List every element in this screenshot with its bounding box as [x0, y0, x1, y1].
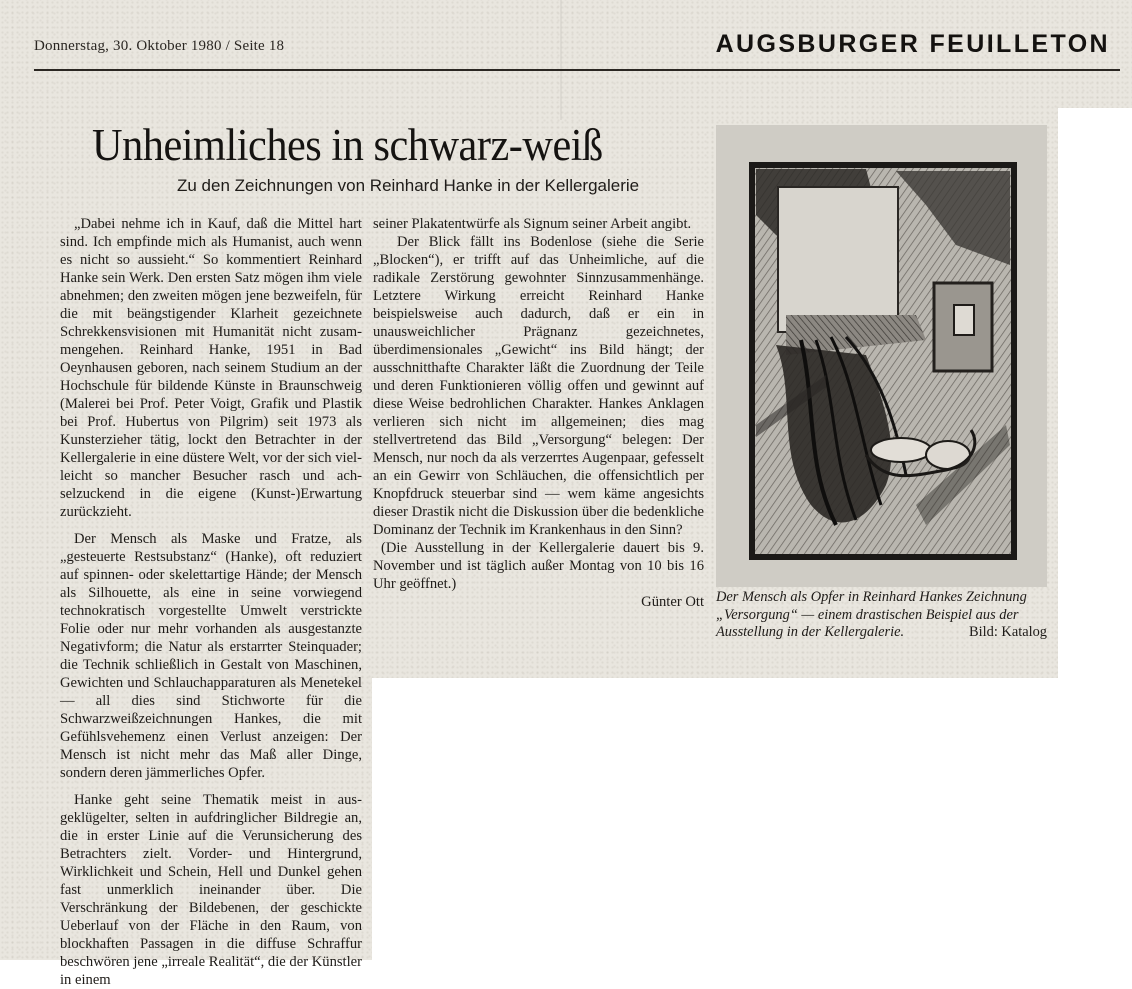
artwork-image [716, 125, 1047, 587]
article-paragraph: „Dabei nehme ich in Kauf, daß die Mittel hart sind. Ich empfinde mich als Humanist, auch wenn es nicht so aussieht.“ So kommentiert Reinhard Hanke sein Werk. Den ersten Satz mögen ihm viele abnehmen; den zweiten mögen jene bezweifeln, für die mit beängstigender Klarheit gezeichnete Schrekkensvisionen mit Humanität nicht zusammengehen. Reinhard Hanke, 1951 in Bad Oeynhausen geboren, nach seinem Studium an der Hochschule für bildende Künste in Braunschweig (Malerei bei Prof. Peter Voigt, Grafik und Plastik bei Prof. Hubertus von Pilgrim) seit 1973 als Kunsterzieher tätig, lockt den Betrachter in der Kellergalerie in eine düstere Welt, vor der sich vielleicht so mancher Besucher rasch und achselzuckend in die eigene (Kunst-)Erwartung zurückzieht. [60, 216, 362, 520]
header-date-line: Donnerstag, 30. Oktober 1980 / Seite 18 [34, 38, 285, 54]
exhibition-note: (Die Ausstellung in der Kellergalerie dauert bis 9. November und ist täglich außer Montag von 10 bis 16 Uhr geöffnet.) [373, 540, 704, 592]
article-column-1 [60, 215, 362, 989]
article-paragraph: Der Mensch als Maske und Fratze, als „gesteuerte Restsubstanz“ (Hanke), oft reduziert auf spinnen- oder skelettartige Hände; der Mensch als Silhouette, als eine in seine vorwiegend technokratisch vorgestellte Umwelt verstrickte Folie oder nur mehr vorhanden als ausgestanzte Negativform; die Natur als erstarrter Steinquader; die Technik schließlich in Gestalt von Maschinen, Gewichten und Schlauchapparaturen als Menetekel — all dies sind Stichworte für die Schwarzweißzeichnungen Hankes, die mit Gefühlsvehemenz einen Verlust anzeigen: Der Mensch ist nicht mehr das Maß aller Dinge, sondern deren jämmerliches Opfer. [60, 531, 362, 781]
header-rule [34, 69, 1120, 71]
article-headline: Unheimliches in schwarz-weiß [92, 120, 603, 170]
article-subheadline: Zu den Zeichnungen von Reinhard Hanke in der Kellergalerie [177, 176, 640, 195]
header-section-title: AUGSBURGER FEUILLETON [715, 30, 1110, 58]
image-credit: Bild: Katalog [969, 624, 1047, 640]
article-author: Günter Ott [641, 594, 704, 610]
caption-text: Der Mensch als Opfer in Reinhard Hankes Zeichnung „Versorgung“ — einem drastischen Beispiel aus der Ausstellung in der Kellergalerie. [716, 589, 1027, 640]
article-paragraph: Hanke geht seine Thematik meist in ausgeklügelter, selten in aufdringlicher Bildregie an, die in erster Linie auf die Verunsicherung des Betrachters zielt. Vorder- und Hintergrund, Wirklichkeit und Schein, Hell und Dunkel gehen fast unmerklich ineinander über. Die Verschränkung der Bildebenen, der geschickte Ueberlauf von der Fläche in den Raum, von blockhaften Passagen in die diffuse Schraffur beschwören jene „irreale Realität“, die der Künstler in einem [60, 792, 362, 988]
paper-fold [560, 0, 562, 120]
artwork-drawing [716, 125, 1047, 587]
article-column-2 [373, 215, 704, 611]
article-paragraph: seiner Plakatentwürfe als Signum seiner Arbeit angibt. [373, 216, 692, 232]
article-paragraph: Der Blick fällt ins Bodenlose (siehe die Serie „Blocken“), er trifft auf das Unheimliche, auf die radikale Zerstörung gewohnter Sinnzusammenhänge. Letztere Wirkung erreicht Reinhard Hanke beispielsweise auch dadurch, daß er ein in unausweichlicher Prägnanz gezeichnetes, überdimensionales „Gewicht“ ins Bild hängt; der ausschnitthafte Charakter läßt die Zuordnung der Teile und deren Funktionieren völlig offen und gewinnt auf diese Weise bedrohlichen Charakter. Hankes Anklagen verlieren sich nicht im allgemeinen; dies mag stellvertretend das Bild „Versorgung“ belegen: Der Mensch, nur noch da als verzerrtes Augenpaar, gefesselt an ein Gewirr von Schläuchen, die offensichtlich per Knopfdruck steuerbar sind — wem käme angesichts dieser Drastik nicht die Diskussion über die bedenkliche Dominanz der Technik im Krankenhaus in den Sinn? [373, 234, 704, 538]
image-caption [716, 589, 1047, 642]
